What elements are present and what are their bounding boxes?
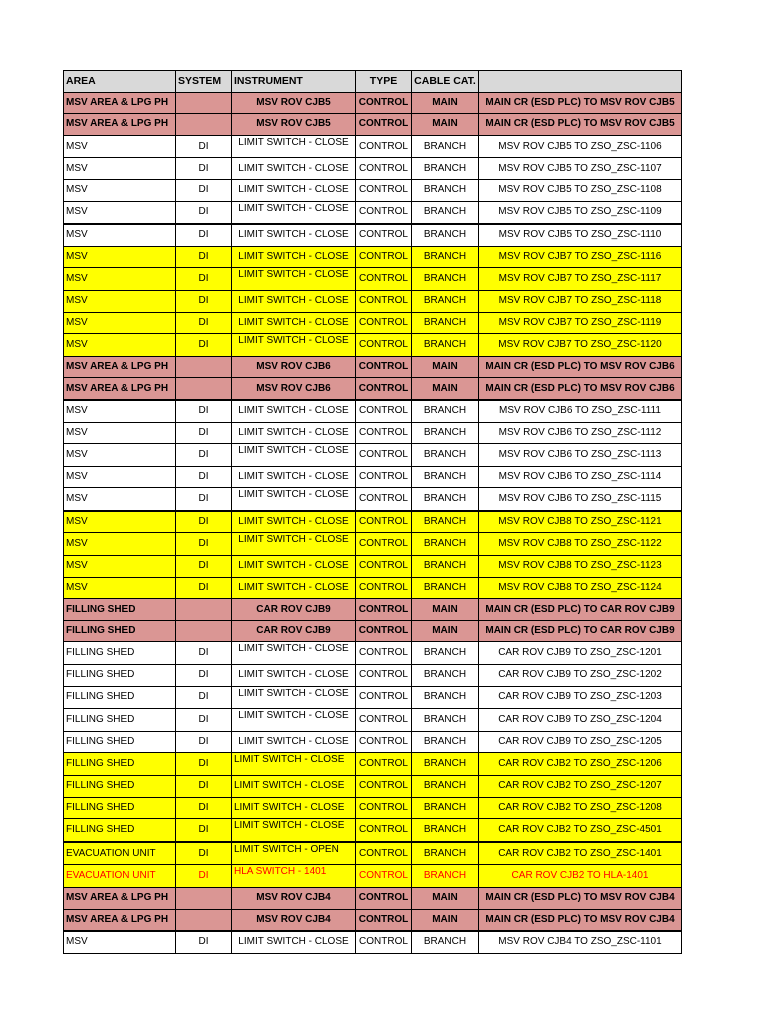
area-cell: MSV AREA & LPG PH [64,887,176,909]
system-cell [176,356,232,378]
table-row [64,731,682,753]
cable-cat-cell: BRANCH [412,819,479,842]
cable-cat-cell: BRANCH [412,776,479,798]
instrument-cell: LIMIT SWITCH - CLOSE [232,709,356,732]
table-row [64,334,682,357]
table-row [64,556,682,578]
type-cell: CONTROL [356,92,412,114]
table-row [64,444,682,467]
instrument-cell: LIMIT SWITCH - CLOSE [232,312,356,334]
system-cell: DI [176,865,232,888]
cable-cat-cell: BRANCH [412,556,479,578]
cable-cat-cell: BRANCH [412,400,479,422]
table-row [64,753,682,776]
area-cell: MSV [64,533,176,556]
instrument-cell: LIMIT SWITCH - CLOSE [232,400,356,422]
instrument-cell: LIMIT SWITCH - CLOSE [232,577,356,599]
cable-cat-cell: BRANCH [412,686,479,709]
instrument-cell: LIMIT SWITCH - CLOSE [232,642,356,665]
system-cell [176,599,232,621]
table-row [64,400,682,422]
route-cell: CAR ROV CJB9 TO ZSO_ZSC-1202 [479,665,682,687]
route-cell: MSV ROV CJB5 TO ZSO_ZSC-1110 [479,224,682,246]
instrument-cell: LIMIT SWITCH - CLOSE [232,488,356,511]
cable-cat-cell: BRANCH [412,709,479,732]
instrument-cell: LIMIT SWITCH - CLOSE [232,533,356,556]
route-cell: CAR ROV CJB2 TO ZSO_ZSC-1208 [479,797,682,819]
table-row [64,797,682,819]
cable-cat-cell: MAIN [412,114,479,136]
table-row [64,488,682,511]
type-cell: CONTROL [356,511,412,533]
route-cell: MSV ROV CJB8 TO ZSO_ZSC-1121 [479,511,682,533]
type-cell: CONTROL [356,290,412,312]
table-row [64,92,682,114]
cable-cat-cell: BRANCH [412,158,479,180]
area-cell: MSV [64,577,176,599]
table-row [64,887,682,909]
route-cell: MAIN CR (ESD PLC) TO MSV ROV CJB4 [479,909,682,931]
instrument-cell: MSV ROV CJB4 [232,909,356,931]
type-cell: CONTROL [356,776,412,798]
instrument-cell: LIMIT SWITCH - CLOSE [232,776,356,798]
route-cell: CAR ROV CJB2 TO ZSO_ZSC-1207 [479,776,682,798]
system-cell: DI [176,135,232,158]
area-cell: EVACUATION UNIT [64,842,176,865]
type-cell: CONTROL [356,533,412,556]
type-cell: CONTROL [356,753,412,776]
route-cell: MSV ROV CJB6 TO ZSO_ZSC-1111 [479,400,682,422]
instrument-cell: MSV ROV CJB4 [232,887,356,909]
system-cell [176,620,232,642]
instrument-cell: LIMIT SWITCH - OPEN [232,842,356,865]
table-row [64,620,682,642]
system-cell: DI [176,488,232,511]
header-type: TYPE [356,71,412,93]
area-cell: FILLING SHED [64,642,176,665]
type-cell: CONTROL [356,665,412,687]
cable-cat-cell: BRANCH [412,753,479,776]
cable-cat-cell: BRANCH [412,642,479,665]
table-row [64,819,682,842]
cable-cat-cell: BRANCH [412,179,479,201]
route-cell: MSV ROV CJB4 TO ZSO_ZSC-1101 [479,931,682,953]
instrument-cell: LIMIT SWITCH - CLOSE [232,556,356,578]
instrument-cell: LIMIT SWITCH - CLOSE [232,686,356,709]
route-cell: MSV ROV CJB7 TO ZSO_ZSC-1117 [479,268,682,291]
table-row [64,422,682,444]
area-cell: MSV [64,511,176,533]
area-cell: MSV AREA & LPG PH [64,114,176,136]
type-cell: CONTROL [356,599,412,621]
route-cell: MSV ROV CJB7 TO ZSO_ZSC-1120 [479,334,682,357]
cable-cat-cell: BRANCH [412,224,479,246]
instrument-cell: LIMIT SWITCH - CLOSE [232,444,356,467]
system-cell: DI [176,246,232,268]
type-cell: CONTROL [356,556,412,578]
instrument-cell: LIMIT SWITCH - CLOSE [232,158,356,180]
area-cell: MSV [64,466,176,488]
instrument-cell: LIMIT SWITCH - CLOSE [232,179,356,201]
instrument-cell: LIMIT SWITCH - CLOSE [232,511,356,533]
route-cell: CAR ROV CJB2 TO ZSO_ZSC-1206 [479,753,682,776]
system-cell: DI [176,686,232,709]
type-cell: CONTROL [356,842,412,865]
system-cell [176,887,232,909]
area-cell: MSV [64,135,176,158]
table-row [64,599,682,621]
instrument-cell: LIMIT SWITCH - CLOSE [232,246,356,268]
area-cell: MSV [64,556,176,578]
route-cell: MSV ROV CJB5 TO ZSO_ZSC-1108 [479,179,682,201]
type-cell: CONTROL [356,731,412,753]
route-cell: MAIN CR (ESD PLC) TO CAR ROV CJB9 [479,599,682,621]
type-cell: CONTROL [356,865,412,888]
instrument-cell: LIMIT SWITCH - CLOSE [232,224,356,246]
type-cell: CONTROL [356,334,412,357]
area-cell: MSV AREA & LPG PH [64,909,176,931]
table-row [64,224,682,246]
instrument-cell: CAR ROV CJB9 [232,599,356,621]
instrument-cell: LIMIT SWITCH - CLOSE [232,466,356,488]
table-row [64,466,682,488]
table-row [64,642,682,665]
header-area: AREA [64,71,176,93]
route-cell: MSV ROV CJB7 TO ZSO_ZSC-1118 [479,290,682,312]
type-cell: CONTROL [356,201,412,224]
system-cell: DI [176,312,232,334]
cable-cat-cell: BRANCH [412,731,479,753]
area-cell: MSV [64,290,176,312]
system-cell: DI [176,290,232,312]
route-cell: MSV ROV CJB8 TO ZSO_ZSC-1123 [479,556,682,578]
system-cell: DI [176,577,232,599]
table-row [64,179,682,201]
type-cell: CONTROL [356,400,412,422]
area-cell: MSV [64,931,176,953]
route-cell: MAIN CR (ESD PLC) TO MSV ROV CJB6 [479,378,682,400]
route-cell: MAIN CR (ESD PLC) TO MSV ROV CJB5 [479,92,682,114]
table-row [64,533,682,556]
instrument-cell: MSV ROV CJB6 [232,378,356,400]
cable-cat-cell: BRANCH [412,444,479,467]
header-cable-cat: CABLE CAT. [412,71,479,93]
table-row [64,909,682,931]
route-cell: MSV ROV CJB6 TO ZSO_ZSC-1113 [479,444,682,467]
table-row [64,776,682,798]
system-cell: DI [176,931,232,953]
table-row [64,312,682,334]
route-cell: CAR ROV CJB2 TO ZSO_ZSC-1401 [479,842,682,865]
type-cell: CONTROL [356,909,412,931]
cable-cat-cell: BRANCH [412,865,479,888]
route-cell: MSV ROV CJB6 TO ZSO_ZSC-1115 [479,488,682,511]
type-cell: CONTROL [356,224,412,246]
route-cell: MAIN CR (ESD PLC) TO CAR ROV CJB9 [479,620,682,642]
type-cell: CONTROL [356,686,412,709]
cable-cat-cell: MAIN [412,909,479,931]
area-cell: FILLING SHED [64,620,176,642]
type-cell: CONTROL [356,620,412,642]
table-row [64,290,682,312]
area-cell: FILLING SHED [64,797,176,819]
header-route [479,71,682,93]
type-cell: CONTROL [356,577,412,599]
system-cell: DI [176,400,232,422]
route-cell: MSV ROV CJB7 TO ZSO_ZSC-1116 [479,246,682,268]
cable-cat-cell: BRANCH [412,931,479,953]
route-cell: CAR ROV CJB2 TO HLA-1401 [479,865,682,888]
table-row [64,842,682,865]
type-cell: CONTROL [356,312,412,334]
system-cell: DI [176,731,232,753]
route-cell: MSV ROV CJB6 TO ZSO_ZSC-1112 [479,422,682,444]
area-cell: MSV [64,488,176,511]
route-cell: MAIN CR (ESD PLC) TO MSV ROV CJB6 [479,356,682,378]
instrument-cell: LIMIT SWITCH - CLOSE [232,334,356,357]
area-cell: MSV [64,246,176,268]
route-cell: MSV ROV CJB5 TO ZSO_ZSC-1109 [479,201,682,224]
system-cell: DI [176,422,232,444]
area-cell: MSV [64,334,176,357]
area-cell: FILLING SHED [64,599,176,621]
table-row [64,709,682,732]
table-row [64,268,682,291]
type-cell: CONTROL [356,246,412,268]
table-row [64,865,682,888]
type-cell: CONTROL [356,179,412,201]
system-cell: DI [176,201,232,224]
type-cell: CONTROL [356,378,412,400]
cable-cat-cell: MAIN [412,92,479,114]
cable-cat-cell: BRANCH [412,533,479,556]
cable-cat-cell: BRANCH [412,334,479,357]
cable-cat-cell: BRANCH [412,422,479,444]
cable-cat-cell: MAIN [412,599,479,621]
type-cell: CONTROL [356,642,412,665]
system-cell: DI [176,842,232,865]
route-cell: CAR ROV CJB9 TO ZSO_ZSC-1204 [479,709,682,732]
type-cell: CONTROL [356,422,412,444]
instrument-cell: LIMIT SWITCH - CLOSE [232,290,356,312]
system-cell: DI [176,665,232,687]
system-cell: DI [176,224,232,246]
route-cell: MSV ROV CJB7 TO ZSO_ZSC-1119 [479,312,682,334]
cable-cat-cell: BRANCH [412,488,479,511]
route-cell: CAR ROV CJB2 TO ZSO_ZSC-4501 [479,819,682,842]
instrument-cell: LIMIT SWITCH - CLOSE [232,135,356,158]
cable-cat-cell: BRANCH [412,201,479,224]
type-cell: CONTROL [356,797,412,819]
area-cell: MSV [64,224,176,246]
area-cell: FILLING SHED [64,665,176,687]
area-cell: MSV [64,312,176,334]
area-cell: MSV AREA & LPG PH [64,356,176,378]
area-cell: MSV [64,158,176,180]
area-cell: FILLING SHED [64,731,176,753]
system-cell: DI [176,797,232,819]
cable-schedule-table [63,70,682,954]
table-row [64,931,682,953]
table-row [64,378,682,400]
system-cell: DI [176,819,232,842]
route-cell: CAR ROV CJB9 TO ZSO_ZSC-1201 [479,642,682,665]
cable-cat-cell: BRANCH [412,466,479,488]
area-cell: MSV [64,201,176,224]
system-cell [176,92,232,114]
type-cell: CONTROL [356,466,412,488]
area-cell: FILLING SHED [64,819,176,842]
area-cell: FILLING SHED [64,686,176,709]
area-cell: MSV AREA & LPG PH [64,378,176,400]
type-cell: CONTROL [356,158,412,180]
cable-cat-cell: BRANCH [412,290,479,312]
system-cell: DI [176,556,232,578]
area-cell: FILLING SHED [64,709,176,732]
cable-cat-cell: MAIN [412,887,479,909]
area-cell: EVACUATION UNIT [64,865,176,888]
type-cell: CONTROL [356,268,412,291]
route-cell: CAR ROV CJB9 TO ZSO_ZSC-1205 [479,731,682,753]
system-cell [176,378,232,400]
cable-cat-cell: BRANCH [412,577,479,599]
area-cell: MSV [64,422,176,444]
area-cell: FILLING SHED [64,776,176,798]
type-cell: CONTROL [356,819,412,842]
area-cell: MSV [64,444,176,467]
type-cell: CONTROL [356,444,412,467]
route-cell: MSV ROV CJB5 TO ZSO_ZSC-1106 [479,135,682,158]
table-row [64,246,682,268]
cable-cat-cell: MAIN [412,378,479,400]
instrument-cell: LIMIT SWITCH - CLOSE [232,731,356,753]
type-cell: CONTROL [356,887,412,909]
route-cell: CAR ROV CJB9 TO ZSO_ZSC-1203 [479,686,682,709]
instrument-cell: CAR ROV CJB9 [232,620,356,642]
type-cell: CONTROL [356,356,412,378]
route-cell: MSV ROV CJB5 TO ZSO_ZSC-1107 [479,158,682,180]
instrument-cell: LIMIT SWITCH - CLOSE [232,665,356,687]
system-cell: DI [176,533,232,556]
table-row [64,201,682,224]
table-row [64,114,682,136]
area-cell: MSV AREA & LPG PH [64,92,176,114]
instrument-cell: LIMIT SWITCH - CLOSE [232,753,356,776]
route-cell: MAIN CR (ESD PLC) TO MSV ROV CJB5 [479,114,682,136]
header-row [64,71,682,93]
cable-cat-cell: MAIN [412,356,479,378]
area-cell: MSV [64,268,176,291]
cable-cat-cell: BRANCH [412,246,479,268]
instrument-cell: LIMIT SWITCH - CLOSE [232,797,356,819]
table-row [64,686,682,709]
route-cell: MSV ROV CJB8 TO ZSO_ZSC-1122 [479,533,682,556]
instrument-cell: MSV ROV CJB6 [232,356,356,378]
table-row [64,665,682,687]
cable-cat-cell: BRANCH [412,665,479,687]
table-row [64,356,682,378]
table-row [64,577,682,599]
instrument-cell: MSV ROV CJB5 [232,92,356,114]
cable-cat-cell: BRANCH [412,135,479,158]
header-instrument: INSTRUMENT [232,71,356,93]
area-cell: MSV [64,179,176,201]
route-cell: MAIN CR (ESD PLC) TO MSV ROV CJB4 [479,887,682,909]
cable-cat-cell: BRANCH [412,511,479,533]
instrument-cell: LIMIT SWITCH - CLOSE [232,931,356,953]
cable-cat-cell: BRANCH [412,842,479,865]
system-cell: DI [176,444,232,467]
header-system: SYSTEM [176,71,232,93]
instrument-cell: LIMIT SWITCH - CLOSE [232,268,356,291]
instrument-cell: LIMIT SWITCH - CLOSE [232,201,356,224]
route-cell: MSV ROV CJB6 TO ZSO_ZSC-1114 [479,466,682,488]
system-cell: DI [176,334,232,357]
system-cell: DI [176,511,232,533]
cable-cat-cell: BRANCH [412,268,479,291]
system-cell: DI [176,776,232,798]
cable-cat-cell: MAIN [412,620,479,642]
type-cell: CONTROL [356,114,412,136]
route-cell: MSV ROV CJB8 TO ZSO_ZSC-1124 [479,577,682,599]
type-cell: CONTROL [356,488,412,511]
instrument-cell: MSV ROV CJB5 [232,114,356,136]
instrument-cell: HLA SWITCH - 1401 [232,865,356,888]
instrument-cell: LIMIT SWITCH - CLOSE [232,819,356,842]
system-cell: DI [176,642,232,665]
instrument-cell: LIMIT SWITCH - CLOSE [232,422,356,444]
system-cell: DI [176,179,232,201]
cable-cat-cell: BRANCH [412,312,479,334]
system-cell: DI [176,466,232,488]
system-cell: DI [176,709,232,732]
table-row [64,511,682,533]
type-cell: CONTROL [356,709,412,732]
type-cell: CONTROL [356,135,412,158]
system-cell [176,909,232,931]
table-row [64,135,682,158]
area-cell: FILLING SHED [64,753,176,776]
type-cell: CONTROL [356,931,412,953]
cable-cat-cell: BRANCH [412,797,479,819]
system-cell: DI [176,753,232,776]
system-cell: DI [176,158,232,180]
table-row [64,158,682,180]
area-cell: MSV [64,400,176,422]
system-cell [176,114,232,136]
system-cell: DI [176,268,232,291]
